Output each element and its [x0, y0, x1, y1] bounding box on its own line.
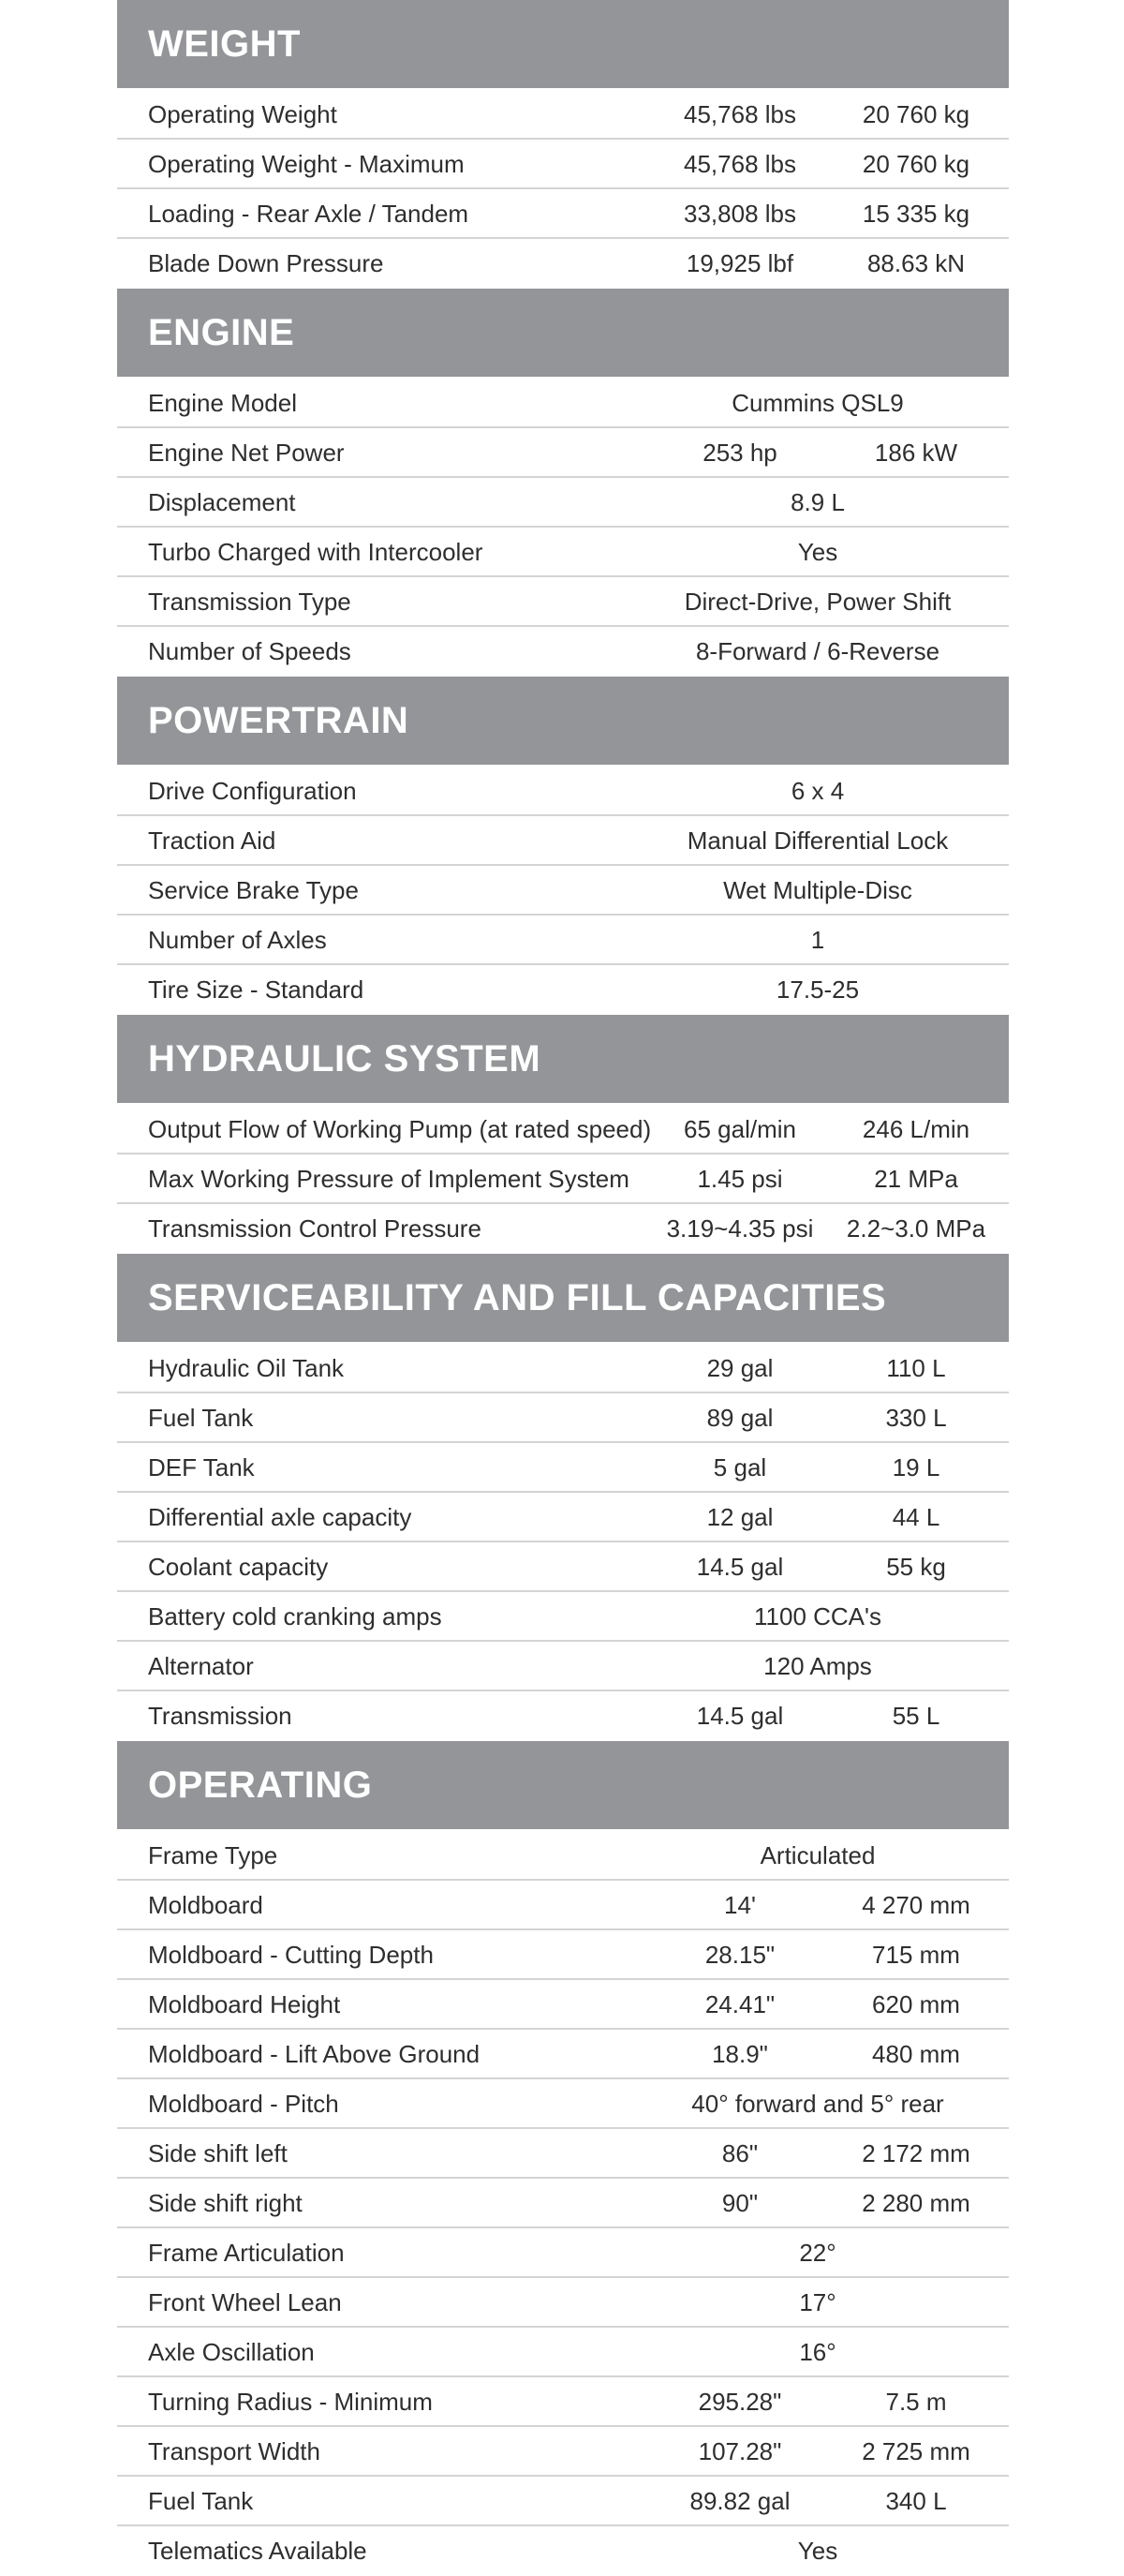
spec-value-metric: 21 MPa	[874, 1165, 958, 1193]
spec-value-imperial: 12 gal	[706, 1503, 774, 1531]
spec-value-metric: 2 280 mm	[862, 2189, 970, 2217]
spec-value-imperial: 295.28"	[698, 2388, 782, 2416]
spec-value-metric: 19 L	[892, 1453, 940, 1482]
spec-value-imperial: 86"	[721, 2139, 759, 2167]
spec-sheet	[117, 0, 1009, 2576]
spec-row	[117, 1980, 1009, 2030]
spec-row	[117, 1642, 1009, 1691]
spec-value-imperial: 5 gal	[713, 1453, 767, 1482]
spec-value: 17.5-25	[776, 975, 860, 1004]
spec-section-weight	[117, 0, 1009, 289]
spec-section-powertrain	[117, 677, 1009, 1015]
spec-row	[117, 767, 1009, 816]
spec-label: Moldboard - Cutting Depth	[148, 1941, 434, 1969]
spec-row	[117, 1930, 1009, 1980]
spec-value-imperial: 33,808 lbs	[684, 200, 796, 228]
spec-row	[117, 1204, 1009, 1254]
section-header: SERVICEABILITY AND FILL CAPACITIES	[117, 1254, 1009, 1342]
spec-label: Blade Down Pressure	[148, 249, 384, 277]
spec-row	[117, 866, 1009, 916]
spec-rows	[117, 1103, 1009, 1254]
spec-value-imperial: 28.15"	[704, 1941, 776, 1969]
spec-label: Frame Type	[148, 1841, 278, 1869]
spec-label: Engine Net Power	[148, 439, 345, 467]
spec-value-metric: 2 725 mm	[862, 2437, 970, 2465]
spec-value-metric: 340 L	[885, 2487, 947, 2515]
spec-value: Articulated	[760, 1841, 876, 1869]
spec-row	[117, 90, 1009, 140]
spec-rows	[117, 377, 1009, 677]
spec-label: Engine Model	[148, 389, 297, 417]
spec-row	[117, 2328, 1009, 2377]
spec-rows	[117, 765, 1009, 1015]
spec-row	[117, 2030, 1009, 2079]
spec-label: Moldboard Height	[148, 1990, 341, 2018]
spec-row	[117, 1344, 1009, 1393]
spec-value-imperial: 14.5 gal	[696, 1553, 784, 1581]
spec-row	[117, 1542, 1009, 1592]
spec-value-metric: 55 L	[892, 1702, 940, 1730]
spec-section-serviceability-and-fill-capacities	[117, 1254, 1009, 1741]
spec-row	[117, 140, 1009, 189]
spec-label: Fuel Tank	[148, 1404, 254, 1432]
spec-label: Moldboard - Pitch	[148, 2090, 339, 2118]
spec-value-imperial: 89 gal	[706, 1404, 774, 1432]
spec-value: 1100 CCA's	[754, 1602, 881, 1630]
spec-value-metric: 55 kg	[886, 1553, 946, 1581]
spec-row	[117, 189, 1009, 239]
spec-label: Front Wheel Lean	[148, 2288, 342, 2316]
spec-row	[117, 916, 1009, 965]
spec-row	[117, 239, 1009, 289]
spec-value-metric: 2.2~3.0 MPa	[846, 1214, 986, 1243]
spec-label: Loading - Rear Axle / Tandem	[148, 200, 469, 228]
spec-label: Displacement	[148, 488, 296, 516]
spec-label: Drive Configuration	[148, 777, 357, 805]
spec-row	[117, 965, 1009, 1015]
spec-label: Transmission	[148, 1702, 292, 1730]
spec-row	[117, 2427, 1009, 2477]
spec-value: 120 Amps	[763, 1652, 872, 1680]
spec-label: Turbo Charged with Intercooler	[148, 538, 483, 566]
spec-value: Wet Multiple-Disc	[723, 876, 912, 904]
spec-value-metric: 620 mm	[872, 1990, 960, 2018]
spec-value-metric: 20 760 kg	[862, 150, 970, 178]
spec-value: 8.9 L	[791, 488, 845, 516]
spec-value-metric: 20 760 kg	[862, 100, 970, 128]
spec-row	[117, 1493, 1009, 1542]
spec-label: Output Flow of Working Pump (at rated speed)	[148, 1115, 652, 1143]
spec-rows	[117, 1342, 1009, 1741]
spec-label: Telematics Available	[148, 2537, 367, 2565]
spec-value: 1	[810, 926, 825, 954]
spec-label: Alternator	[148, 1652, 254, 1680]
section-header: HYDRAULIC SYSTEM	[117, 1015, 1009, 1103]
spec-row	[117, 2526, 1009, 2576]
spec-value-imperial: 65 gal/min	[684, 1115, 796, 1143]
spec-row	[117, 2129, 1009, 2179]
spec-label: Turning Radius - Minimum	[148, 2388, 433, 2416]
spec-label: Side shift right	[148, 2189, 303, 2217]
spec-value: 16°	[799, 2338, 836, 2366]
spec-value-imperial: 24.41"	[704, 1990, 776, 2018]
spec-row	[117, 2278, 1009, 2328]
spec-row	[117, 1831, 1009, 1881]
spec-value: Yes	[797, 538, 838, 566]
spec-row	[117, 2377, 1009, 2427]
spec-row	[117, 1105, 1009, 1154]
spec-row	[117, 428, 1009, 478]
spec-value: 6 x 4	[791, 777, 845, 805]
spec-value: Direct-Drive, Power Shift	[684, 588, 952, 616]
spec-value-imperial: 14'	[724, 1891, 756, 1919]
section-header: WEIGHT	[117, 0, 1009, 88]
spec-label: DEF Tank	[148, 1453, 255, 1482]
spec-label: Battery cold cranking amps	[148, 1602, 442, 1630]
spec-value: 22°	[799, 2239, 836, 2267]
spec-label: Traction Aid	[148, 826, 276, 855]
spec-value-imperial: 19,925 lbf	[686, 249, 794, 277]
spec-value: 40° forward and 5° rear	[691, 2090, 944, 2118]
spec-label: Transmission Control Pressure	[148, 1214, 481, 1243]
spec-value-imperial: 18.9"	[712, 2040, 768, 2068]
spec-section-engine	[117, 289, 1009, 677]
spec-row	[117, 478, 1009, 528]
spec-value-imperial: 107.28"	[698, 2437, 782, 2465]
spec-value-imperial: 14.5 gal	[696, 1702, 784, 1730]
spec-value-metric: 4 270 mm	[862, 1891, 970, 1919]
spec-label: Number of Axles	[148, 926, 327, 954]
spec-label: Operating Weight - Maximum	[148, 150, 465, 178]
section-header: OPERATING	[117, 1741, 1009, 1829]
spec-label: Differential axle capacity	[148, 1503, 412, 1531]
spec-row	[117, 1881, 1009, 1930]
spec-label: Moldboard - Lift Above Ground	[148, 2040, 481, 2068]
spec-label: Max Working Pressure of Implement System	[148, 1165, 629, 1193]
spec-value-metric: 88.63 kN	[866, 249, 966, 277]
spec-row	[117, 2477, 1009, 2526]
spec-row	[117, 2228, 1009, 2278]
spec-value-imperial: 3.19~4.35 psi	[666, 1214, 814, 1243]
spec-label: Fuel Tank	[148, 2487, 254, 2515]
spec-row	[117, 816, 1009, 866]
spec-rows	[117, 88, 1009, 289]
spec-value-metric: 44 L	[892, 1503, 940, 1531]
spec-row	[117, 379, 1009, 428]
spec-label: Moldboard	[148, 1891, 263, 1919]
spec-label: Axle Oscillation	[148, 2338, 315, 2366]
spec-value-metric: 186 kW	[874, 439, 958, 467]
spec-value-imperial: 45,768 lbs	[684, 150, 796, 178]
spec-label: Transmission Type	[148, 588, 351, 616]
spec-value-metric: 246 L/min	[862, 1115, 970, 1143]
spec-label: Service Brake Type	[148, 876, 359, 904]
spec-value: Cummins QSL9	[732, 389, 904, 417]
spec-value-metric: 480 mm	[872, 2040, 960, 2068]
spec-value-imperial: 253 hp	[702, 439, 777, 467]
spec-label: Frame Articulation	[148, 2239, 345, 2267]
spec-value-metric: 715 mm	[872, 1941, 960, 1969]
spec-label: Transport Width	[148, 2437, 320, 2465]
spec-row	[117, 1443, 1009, 1493]
spec-value-imperial: 29 gal	[706, 1354, 774, 1382]
spec-value: Manual Differential Lock	[687, 826, 949, 855]
section-header: ENGINE	[117, 289, 1009, 377]
spec-value-imperial: 1.45 psi	[697, 1165, 783, 1193]
spec-value: Yes	[797, 2537, 838, 2565]
spec-value-imperial: 45,768 lbs	[684, 100, 796, 128]
spec-value: 17°	[799, 2288, 836, 2316]
spec-row	[117, 1393, 1009, 1443]
spec-row	[117, 528, 1009, 577]
spec-label: Coolant capacity	[148, 1553, 329, 1581]
spec-label: Hydraulic Oil Tank	[148, 1354, 345, 1382]
spec-label: Number of Speeds	[148, 637, 351, 665]
section-header: POWERTRAIN	[117, 677, 1009, 765]
spec-value-metric: 2 172 mm	[862, 2139, 970, 2167]
spec-value: 8-Forward / 6-Reverse	[695, 637, 940, 665]
spec-row	[117, 577, 1009, 627]
spec-section-operating	[117, 1741, 1009, 2576]
spec-row	[117, 2179, 1009, 2228]
spec-row	[117, 1691, 1009, 1741]
spec-rows	[117, 1829, 1009, 2576]
spec-label: Tire Size - Standard	[148, 975, 364, 1004]
spec-row	[117, 1154, 1009, 1204]
spec-row	[117, 1592, 1009, 1642]
spec-value-metric: 15 335 kg	[862, 200, 970, 228]
spec-row	[117, 627, 1009, 677]
spec-value-metric: 330 L	[885, 1404, 947, 1432]
spec-value-metric: 7.5 m	[885, 2388, 947, 2416]
spec-label: Operating Weight	[148, 100, 337, 128]
spec-row	[117, 2079, 1009, 2129]
spec-value-metric: 110 L	[886, 1354, 946, 1382]
spec-label: Side shift left	[148, 2139, 288, 2167]
spec-value-imperial: 89.82 gal	[689, 2487, 791, 2515]
spec-section-hydraulic-system	[117, 1015, 1009, 1254]
spec-value-imperial: 90"	[721, 2189, 759, 2217]
